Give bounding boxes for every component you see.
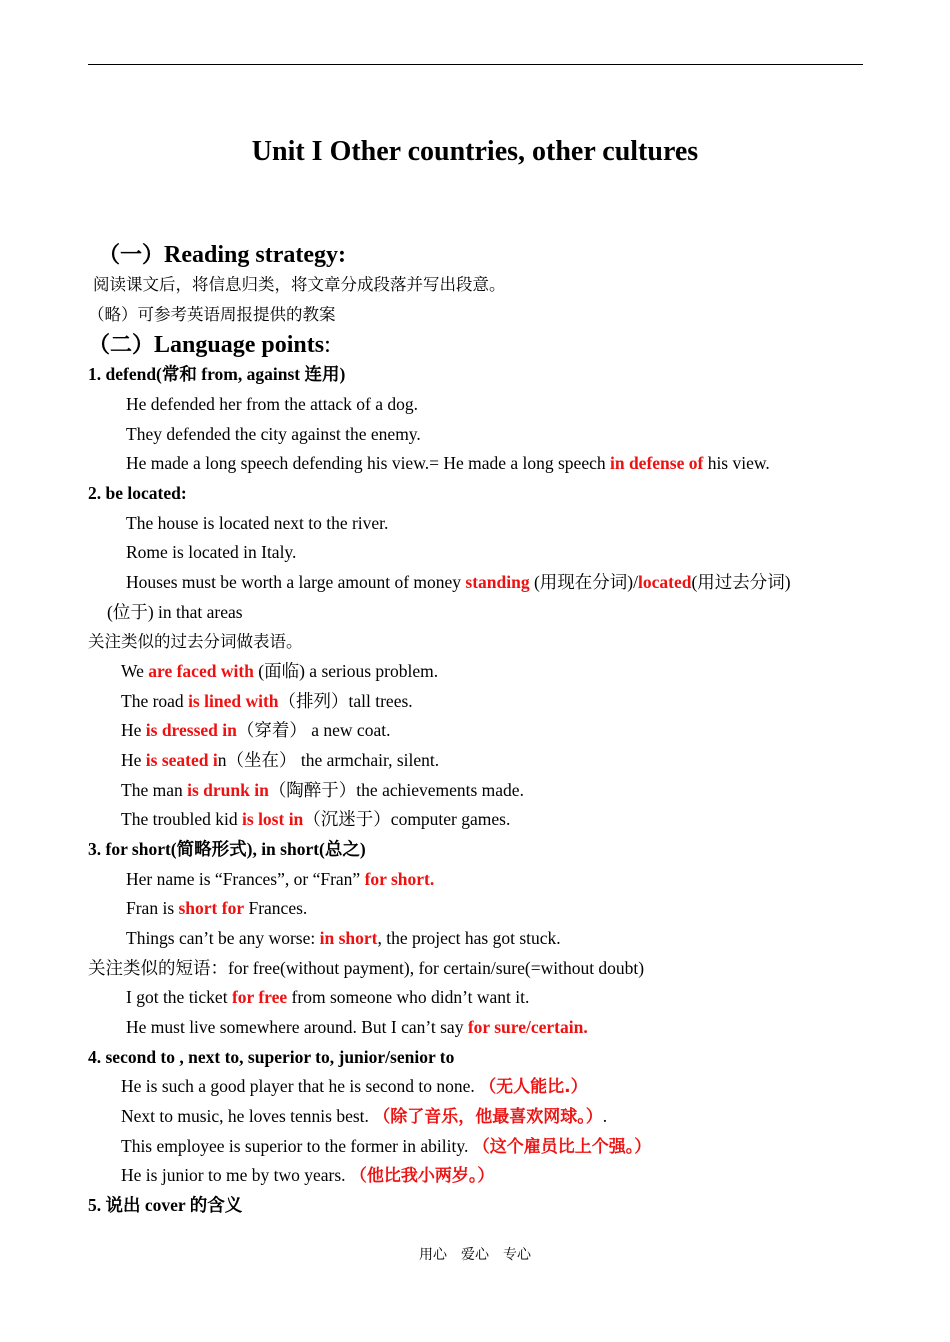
- point-1-heading: 1. defend(常和 from, against 连用): [88, 364, 346, 384]
- point-4-heading: 4. second to , next to, superior to, junior/senior to: [88, 1047, 455, 1067]
- point-2-sentence-3: He is dressed in（穿着） a new coat.: [121, 720, 391, 740]
- point-2-example-3-continued: (位于) in that areas: [107, 602, 243, 622]
- section-language-points-heading: （二）Language points:: [88, 332, 331, 358]
- point-2-sentence-5: The man is drunk in（陶醉于）the achievements made.: [121, 780, 524, 800]
- point-4-example-4: He is junior to me by two years. （他比我小两岁。）: [121, 1165, 495, 1186]
- point-3-example-4: I got the ticket for free from someone who didn’t want it.: [126, 987, 530, 1007]
- point-3-note: 关注类似的短语：for free(without payment), for certain/sure(=without doubt): [88, 958, 645, 978]
- point-3-example-3: Things can’t be any worse: in short, the project has got stuck.: [126, 928, 561, 948]
- point-1-example-3: He made a long speech defending his view.= He made a long speech in defense of his view.: [126, 453, 770, 473]
- point-2-example-3: Houses must be worth a large amount of money standing (用现在分词)/located(用过去分词): [126, 572, 791, 592]
- section-reading-strategy-heading: （一）Reading strategy:: [98, 242, 346, 268]
- point-2-note: 关注类似的过去分词做表语。: [88, 632, 303, 651]
- page-footer: 用心 爱心 专心: [419, 1247, 531, 1263]
- point-3-example-1: Her name is “Frances”, or “Fran” for short.: [126, 869, 435, 889]
- point-2-sentence-2: The road is lined with（排列）tall trees.: [121, 691, 413, 711]
- point-2-sentence-6: The troubled kid is lost in（沉迷于）computer games.: [121, 809, 511, 829]
- point-2-sentence-1: We are faced with (面临) a serious problem.: [121, 661, 439, 681]
- point-4-example-1: He is such a good player that he is second to none. （无人能比.）: [121, 1076, 588, 1097]
- point-2-sentence-4: He is seated in（坐在） the armchair, silent.: [121, 750, 440, 770]
- reading-strategy-note: （略）可参考英语周报提供的教案: [88, 305, 336, 324]
- point-1-example-2: They defended the city against the enemy.: [126, 424, 421, 444]
- point-2-heading: 2. be located:: [88, 483, 187, 503]
- point-3-heading: 3. for short(简略形式), in short(总之): [88, 839, 366, 859]
- point-3-example-5: He must live somewhere around. But I can’t say for sure/certain.: [126, 1017, 588, 1037]
- reading-strategy-text: 阅读课文后，将信息归类，将文章分成段落并写出段意。: [93, 275, 506, 294]
- page-title: Unit I Other countries, other cultures: [251, 136, 699, 167]
- point-1-example-1: He defended her from the attack of a dog.: [126, 394, 419, 414]
- header-rule: [88, 64, 863, 65]
- point-2-example-2: Rome is located in Italy.: [126, 542, 297, 562]
- point-5-heading: 5. 说出 cover 的含义: [88, 1195, 243, 1215]
- point-4-example-2: Next to music, he loves tennis best. （除了音乐，他最喜欢网球。）.: [121, 1106, 608, 1127]
- point-2-example-1: The house is located next to the river.: [126, 513, 389, 533]
- point-4-example-3: This employee is superior to the former in ability. （这个雇员比上个强。）: [121, 1136, 652, 1157]
- point-3-example-2: Fran is short for Frances.: [126, 898, 308, 918]
